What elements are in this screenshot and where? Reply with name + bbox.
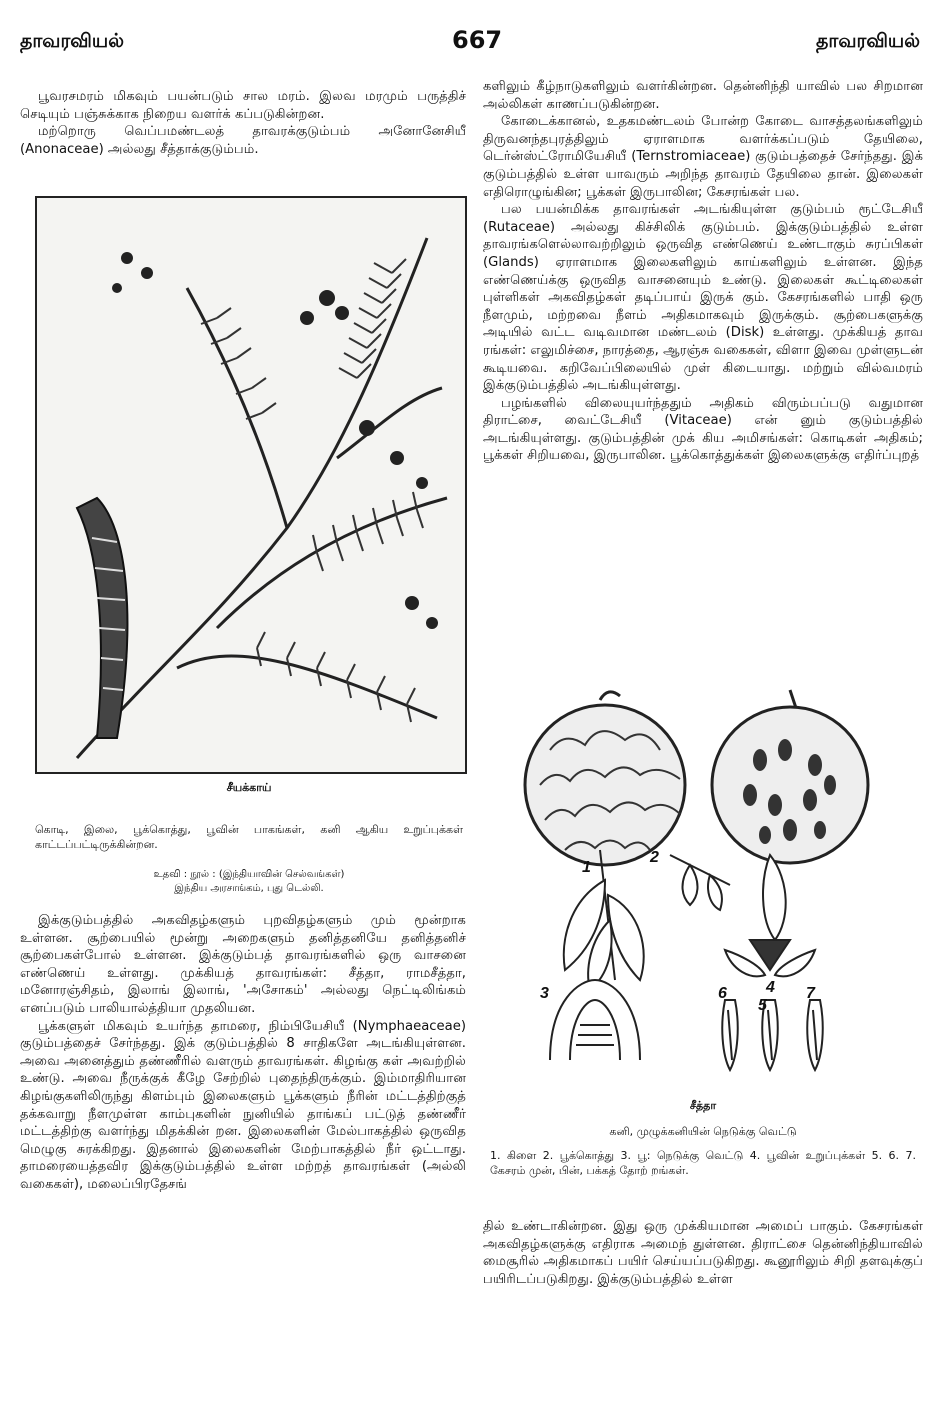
figure-credit: இந்திய அரசாங்கம், புது டெல்லி. xyxy=(174,883,324,894)
paragraph: மற்றொரு வெப்பமண்டலத் தாவரக்குடும்பம் அனோனேசியீ (Anonaceae) அல்லது சீத்தாக்குடும்பம். xyxy=(20,124,466,157)
figure-caption: கொடி, இலை, பூக்கொத்து, பூவின் பாகங்கள், கனி ஆகிய உறுப்புக்கள் காட்டப்பட்டிருக்கின்றன. xyxy=(35,823,463,851)
shikakai-illustration xyxy=(35,196,467,774)
figure-credit: உதவி : நூல் : (இந்தியாவின் செல்வங்கள்) xyxy=(153,869,345,880)
figure-caption-title: சீத்தா xyxy=(689,1099,717,1112)
custard-apple-illustration xyxy=(520,680,880,1092)
figure-label: 3 xyxy=(540,985,549,1002)
paragraph: இக்குடும்பத்தில் அகவிதழ்களும் புறவிதழ்களும் மும் மூன்றாக உள்ளன. சூற்பையில் மூன்று அறைகளும் தனித்தனியே தனித்தனிச் சூற்பைகள்போல் உள்ளன. இக்குடும்பத் தாவரங்களில் ஒரு வாசனை எண்ணெய் உள்ளது. முக்கியத் தாவரங்கள்: சீத்தா, ராமசீத்தா, மனோரஞ்சிதம், இலாங் இலாங், 'அசோகம்' அல்லது நெட்டிலிங்கம் எனப்படும் பாலியால்த்தியா முதலியன. xyxy=(20,913,466,1016)
figure-label: 5 xyxy=(758,997,767,1014)
running-head-left: தாவரவியல் xyxy=(20,30,124,52)
cut-fruit-drawing xyxy=(712,690,868,863)
right-column-bottom-text xyxy=(483,1218,923,1288)
whole-fruit-drawing xyxy=(525,692,685,865)
figure-caption-subtitle: கனி, முழுக்கனியின் நெடுக்கு வெட்டு xyxy=(609,1125,797,1138)
right-column-top-text xyxy=(483,78,923,465)
paragraph: களிலும் கீழ்நாடுகளிலும் வளர்கின்றன. தென்னிந்தி யாவில் பல சிறமான அல்லிகள் காணப்படுகின்றன. xyxy=(483,79,923,112)
page-number: 667 xyxy=(452,26,503,54)
figure-caption-title: சீயக்காய் xyxy=(226,781,272,794)
paragraph: பூவரசமரம் மிகவும் பயன்படும் சால மரம். இலவ மரமும் பருத்திச் செடியும் பஞ்சுக்காக நிறைய வளர்க் கப்படுகின்றன. xyxy=(20,89,466,122)
paragraph: தில் உண்டாகின்றன. இது ஒரு முக்கியமான அமைப் பாகும். கேசரங்கள் அகவிதழ்களுக்கு எதிராக அமைந் துள்ளன. திராட்சை தென்னிந்தியாவில் மைசூரில் அதிகமாகப் பயிர் செய்யப்படுகிறது. கூனூரிலும் சிறி தளவுக்குப் பயிரிடப்படுகிறது. இக்குடும்பத்தில் உள்ள xyxy=(483,1219,923,1287)
figure-label: 1 xyxy=(582,859,591,876)
left-column-top-text xyxy=(20,88,466,158)
paragraph: கோடைக்கானல், உதகமண்டலம் போன்ற கோடை வாசத்தலங்களிலும் திருவனந்தபுரத்திலும் ஏராளமாக வளர்க்கப்படும் தேயிலை, டெர்ன்ஸ்ட்ரோமியேசியீ (Ternstromiaceae) குடும்பத்தைச் சேர்ந்தது. இக் குடும்பத்தில் உள்ள யாவரும் அறிந்த தாவரம் தேயிலை தான். இலைகள் எதிரொழுங்கின; பூக்கள் இருபாலின; கேசரங்கள் பல. xyxy=(483,114,923,200)
figure-caption: 1. கிளை 2. பூக்கொத்து 3. பூ: நெடுக்கு வெட்டு 4. பூவின் உறுப்புக்கள் 5. 6. 7. கேசரம் முன், பின், பக்கத் தோற் றங்கள். xyxy=(490,1149,916,1177)
custard-apple-drawing xyxy=(520,680,880,1092)
figure-label: 6 xyxy=(718,985,727,1002)
figure-label: 7 xyxy=(806,985,815,1002)
paragraph: பல பயன்மிக்க தாவரங்கள் அடங்கியுள்ள குடும்பம் ரூட்டேசியீ (Rutaceae) அல்லது கிச்சிலிக் குடும்பம். இக்குடும்பத்தில் உள்ள தாவரங்களெல்லாவற்றிலும் ஒருவித எண்ணெய் உண்டாகும் சுரப்பிகள் (Glands) ஏராளமாக இலைகளிலும் காய்களிலும் உள்ளன. இந்த எண்ணெய்க்கு ஒருவித வாசனையும் உண்டு. இலைகள் கூட்டிலைகள் புள்ளிகள் அகவிதழ்கள் தடிப்பாய் இருக் கும். கேசரங்களில் பாதி ஒரு நீளமும், மற்றவை நீளம் அதிகமாகவும் இருக்கும். சூற்பைகளுக்கு அடியில் வட்ட வடிவமான மண்டலம் (Disk) உள்ளது. முக்கியத் தாவ ரங்கள்: எலுமிச்சை, நாரத்தை, ஆரஞ்சு வகைகள், விளா இவை முள்ளுடன் கூடியவை. கறிவேப்பிலையில் முள் கிடையாது. மற்றும் வில்வமரம் இக்குடும்பத்தில் அடங்கியுள்ளது. xyxy=(483,202,923,394)
paragraph: பூக்களுள் மிகவும் உயர்ந்த தாமரை, நிம்பியேசியீ (Nymphaeaceae) குடும்பத்தைச் சேர்ந்தது. இக் குடும்பத்தில் 8 சாதிகளே அடங்கியுள்ளன. அவை அனைத்தும் தண்ணீரில் வளரும் தாவரங்கள். கிழங்கு கள் அவற்றில் உண்டு. அவை நீருக்குக் கீழே சேற்றில் புதைந்திருக்கும். இம்மாதிரியான கிழங்குகளிலிருந்து கிளம்பும் இலைகளும் பூக்களும் நீரின் மட்டத்திற்குத் தக்கவாறு நீளமுள்ள காம்புகளின் நுனியில் தாங்கப் பட்டுத் தண்ணீர் மட்டத்திற்கு வளர்ந்து மிதக்கின் றன. இலைகளின் மேல்பாகத்தில் ஒருவித மெழுகு சுரக்கிறது. இதனால் இலைகளின் மேற்பாகத்தில் நீர் ஒட்டாது. தாமரையைத்தவிர இக்குடும்பத்தில் உள்ள மற்றத் தாவரங்கள் (அல்லி வகைகள்), மலைப்பிரதேசங் xyxy=(20,1018,466,1192)
left-column-bottom-text xyxy=(20,912,466,1194)
shikakai-drawing xyxy=(37,198,465,772)
paragraph: பழங்களில் விலையுயர்ந்ததும் அதிகம் விரும்பப்படு வதுமான திராட்சை, வைட்டேசியீ (Vitaceae) என் னும் குடும்பத்தில் அடங்கியுள்ளது. குடும்பத்தின் முக் கிய அமிசங்கள்: கொடிகள் அதிகம்; பூக்கள் சிறியவை, இருபாலின. பூக்கொத்துக்கள் இலைகளுக்கு எதிர்ப்புறத் xyxy=(483,395,923,464)
figure-label: 2 xyxy=(650,849,659,866)
figure-label: 4 xyxy=(766,979,775,996)
running-head-right: தாவரவியல் xyxy=(816,30,920,52)
